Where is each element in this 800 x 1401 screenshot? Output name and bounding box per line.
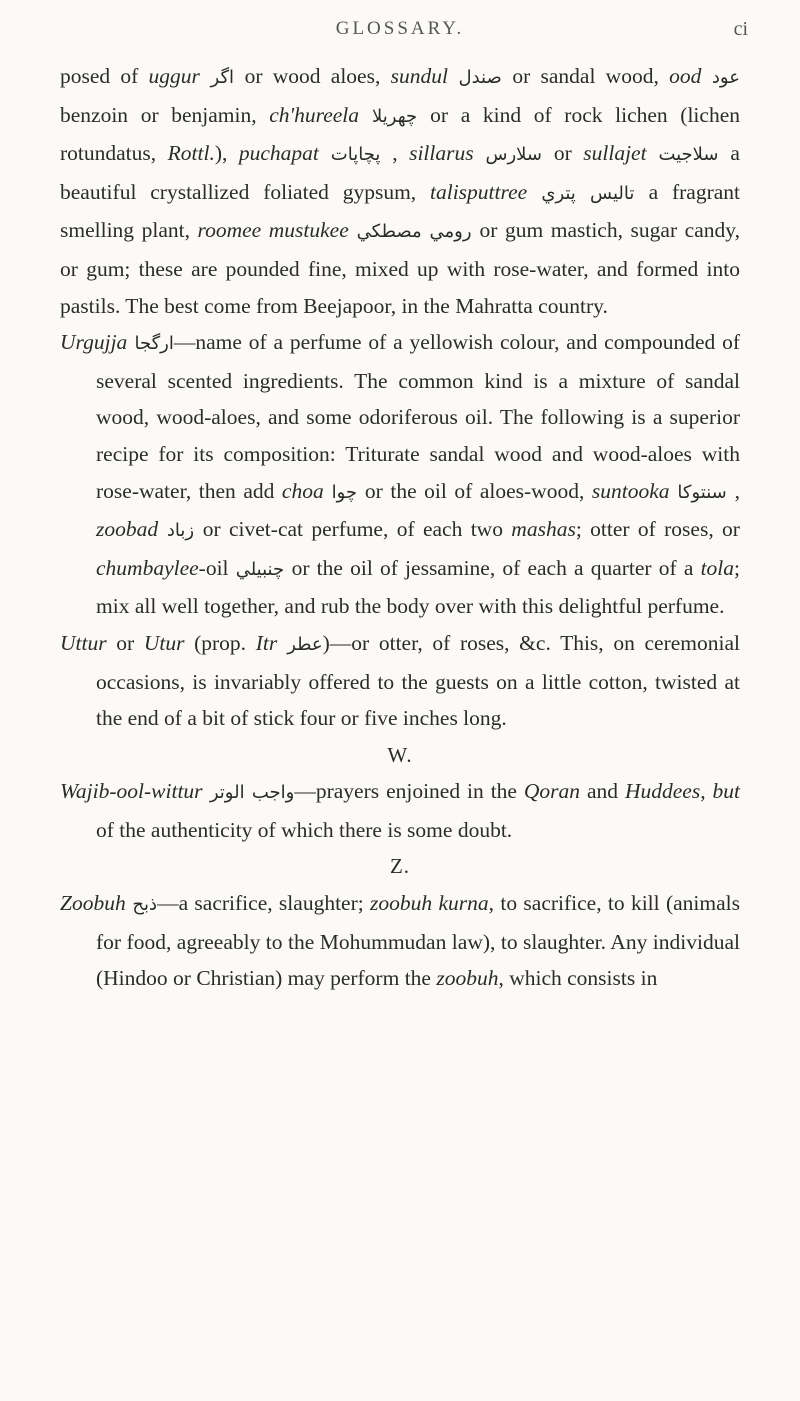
arabic-script: عود <box>701 67 740 88</box>
italic-term: suntooka <box>591 478 670 503</box>
body-text: a fragrant smelling plant, <box>60 179 741 243</box>
body-text: —name of a perfume of a yellowish colour, and compounded of several scented ingredients. The common kind is a mixture of sandal wood, wood-aloes, and some odoriferous oil. The following is a superior recipe for its composition: Triturate sandal wood and wood-aloes with rose-water, then add <box>96 330 740 503</box>
arabic-script: ذبح <box>125 894 158 916</box>
glossary-body <box>60 58 740 997</box>
body-text: —prayers enjoined in the <box>294 779 524 804</box>
body-text: or sandal wood, <box>512 64 670 88</box>
body-text: of the authenticity of which there is some doubt. <box>96 817 513 842</box>
entry-term: Zoobuh <box>60 891 126 916</box>
italic-term: Huddees <box>624 779 701 804</box>
arabic-script: اگر <box>199 67 245 88</box>
glossary-entry-uttur <box>60 625 740 737</box>
italic-term: chumbaylee <box>96 555 199 580</box>
body-text: -oil <box>198 555 236 580</box>
arabic-script: رومي مصطكي <box>348 221 480 243</box>
arabic-script: سلارس <box>473 144 554 166</box>
arabic-script: واجب الوتر <box>202 782 295 804</box>
arabic-script: عطر <box>277 633 323 655</box>
italic-term: tola <box>700 555 735 580</box>
page-number: ci <box>733 18 748 40</box>
body-text: or gum mastich, sugar candy, or gum; these are pounded fine, mixed up with rose-water, and formed into pastils. The best come from Beejapoor, in the Mahratta country. <box>60 218 740 318</box>
body-text: (prop. <box>184 630 256 655</box>
body-text: , <box>392 141 410 166</box>
italic-term: zoobuh kurna <box>370 891 489 916</box>
body-text: or a kind of rock lichen (lichen rotundatus, <box>60 102 740 166</box>
glossary-entry-wajib <box>60 773 740 848</box>
italic-term: sundul <box>390 64 448 88</box>
arabic-script: زباد <box>158 520 203 542</box>
italic-term: Rottl. <box>167 141 215 166</box>
italic-term: zoobuh <box>436 966 499 991</box>
body-text: posed of <box>60 64 149 88</box>
arabic-script: سنتوكا <box>669 481 735 503</box>
body-text: and <box>580 779 625 804</box>
italic-term: choa <box>281 478 324 503</box>
arabic-script: چنبيلي <box>235 558 292 580</box>
body-text: , to sacrifice, to kill (animals for food, agreeably to the Mohummudan law), to slaughter. Any individual (Hindoo or Christian) may perform the <box>96 891 740 991</box>
body-text: , <box>700 779 713 804</box>
body-text: —a sacrifice, slaughter; <box>157 891 371 916</box>
italic-term: uggur <box>148 64 200 88</box>
body-text: )—or otter, of roses, &c. This, on ceremonial occasions, is invariably offered to the guests on a little cotton, twisted at the end of a bit of stick four or five inches long. <box>96 630 740 731</box>
body-text: or <box>106 630 144 655</box>
italic-term: sillarus <box>409 141 474 166</box>
italic-term: mashas <box>511 517 576 542</box>
body-text: or the oil of jessamine, of each a quarter of a <box>291 555 701 580</box>
body-text: ), <box>214 141 239 166</box>
body-text: or <box>553 141 584 166</box>
body-text: , <box>734 478 740 503</box>
body-text: or the oil of aloes-wood, <box>364 478 592 503</box>
glossary-entry-urgujja <box>60 324 740 625</box>
running-head: GLOSSARY. <box>335 18 465 39</box>
body-text: ; otter of roses, or <box>575 517 740 542</box>
entry-term: Urgujja <box>60 330 128 355</box>
section-letter-w: W. <box>387 742 413 767</box>
italic-term: sullajet <box>583 141 647 166</box>
arabic-script: پچاپات <box>318 144 393 166</box>
italic-term: ood <box>669 64 702 88</box>
body-text: or wood aloes, <box>244 64 391 88</box>
italic-term: roomee mustukee <box>197 218 349 243</box>
italic-term: Utur <box>143 630 185 655</box>
entry-term: Uttur <box>60 630 107 655</box>
glossary-entry-zoobuh <box>60 885 740 997</box>
arabic-script: ارگجا <box>127 333 174 355</box>
italic-term: zoobad <box>96 517 159 542</box>
arabic-script: چوا <box>323 481 365 503</box>
arabic-script: سلاجيت <box>646 144 731 166</box>
entry-term: Wajib-ool-wittur <box>60 779 203 804</box>
page-header <box>0 14 800 54</box>
section-letter-z: Z. <box>389 854 411 879</box>
body-text: or civet-cat perfume, of each two <box>202 517 512 542</box>
body-text: , which consists in <box>498 966 658 991</box>
italic-term: Itr <box>255 630 278 655</box>
arabic-script: صندل <box>447 67 513 88</box>
body-text: a beautiful crystallized foliated gypsum, <box>60 141 740 204</box>
arabic-script: چهريلا <box>359 105 431 127</box>
italic-term: talisputtree <box>430 179 528 204</box>
continued-paragraph <box>60 58 740 324</box>
arabic-script: تاليس پتري <box>527 182 649 204</box>
body-text: ; mix all well together, and rub the body over with this delightful perfume. <box>96 555 740 619</box>
italic-term: puchapat <box>238 141 319 166</box>
italic-term: Qoran <box>523 779 581 804</box>
italic-term: but <box>712 779 740 804</box>
body-text: benzoin or benjamin, <box>60 102 270 127</box>
italic-term: ch'hureela <box>269 102 360 127</box>
